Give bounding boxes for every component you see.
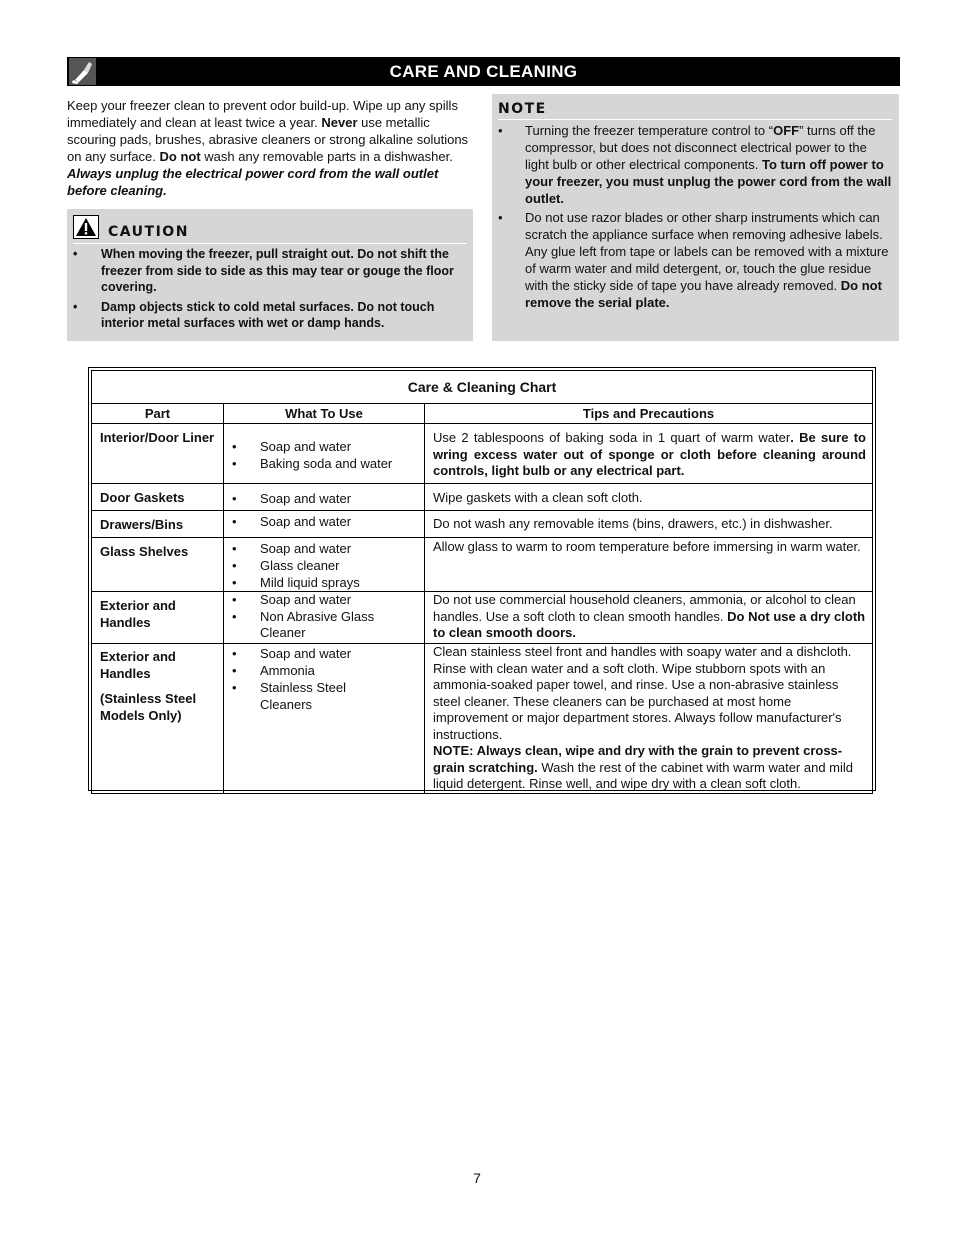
caution-item: • Damp objects stick to cold metal surfaces. Do not touch interior metal surfaces with wet or damp hands. [73, 299, 465, 332]
tips-cell [425, 511, 873, 538]
page-number: 7 [473, 1170, 481, 1186]
tips-emphasis: . Be sure to wring excess water out of sponge or cloth before cleaning around controls, light bulb or any electrical part. [433, 430, 867, 478]
note-emphasis: OFF [773, 123, 800, 138]
intro-warning: Always unplug the electrical power cord from the wall outlet before cleaning. [67, 166, 439, 198]
chart-title: Care & Cleaning Chart [92, 371, 873, 404]
part-label: Exterior and Handles [100, 649, 176, 681]
note-text: ” turns off the compressor, but does not disconnect electrical power to the light bulb or other electrical components. [525, 123, 876, 172]
chart-table [91, 370, 873, 794]
table-row [92, 511, 873, 538]
table-row [92, 538, 873, 592]
part-cell: Drawers/Bins [92, 511, 224, 538]
section-header [67, 57, 900, 86]
intro-text: Keep your freezer clean to prevent odor build-up. Wipe up any spills immediately and clean at least twice a year. [67, 98, 458, 130]
table-row [92, 484, 873, 511]
note-header [498, 98, 892, 120]
table-row [92, 424, 873, 484]
what-to-use-cell [224, 424, 425, 484]
what-to-use-cell [224, 484, 425, 511]
what-to-use-cell [224, 592, 425, 644]
note-item [498, 209, 892, 311]
part-cell: Interior/Door Liner [92, 424, 224, 484]
note-box [492, 94, 899, 341]
caution-item: • When moving the freezer, pull straight out. Do not shift the freezer from side to side as this may tear or gouge the floor covering. [73, 246, 465, 296]
use-item: • Mild liquid sprays [232, 574, 420, 591]
column-header-tips: Tips and Precautions [425, 404, 873, 424]
note-emphasis: Do not remove the serial plate. [525, 278, 882, 310]
use-item: • Soap and water [232, 490, 420, 507]
tips-emphasis: Do Not use a dry cloth to clean smooth doors. [433, 608, 866, 640]
use-item: • Soap and water [232, 540, 420, 557]
part-cell: Glass Shelves [92, 538, 224, 592]
use-item: • Glass cleaner [232, 557, 420, 574]
use-item: • Non Abrasive Glass Cleaner [232, 609, 420, 642]
caution-header [73, 215, 467, 244]
table-row [92, 592, 873, 644]
note-emphasis: To turn off power to your freezer, you must unplug the power cord from the wall outlet. [525, 157, 892, 206]
use-item: • Soap and water [232, 513, 420, 530]
use-item: • Soap and water [232, 438, 420, 455]
tips-cell [425, 644, 873, 794]
tips-cell [425, 484, 873, 511]
tips-text: Clean stainless steel front and handles with soapy water and a dishcloth. Rinse with clean water and a soft cloth. Wipe stubborn spots with an ammonia-soaked paper towel, and rinse. Use a non-abrasive stainless steel cleaner. These cleaners can be purchased at most home improvement or major department stores. Always follow manufacturer's instructions. [433, 644, 852, 742]
column-header-what-to-use: What To Use [224, 404, 425, 424]
chart-header-row [92, 404, 873, 424]
note-item [498, 122, 892, 207]
tips-text: Do not use commercial household cleaners, ammonia, or alcohol to clean handles. Use a soft cloth to clean smooth handles. [433, 592, 856, 624]
intro-emphasis: Do not [159, 149, 201, 164]
use-item: • Ammonia [232, 662, 420, 679]
caution-label: CAUTION [108, 224, 189, 240]
use-item: • Baking soda and water [232, 455, 420, 472]
use-item: • Soap and water [232, 592, 420, 609]
intro-text: wash any removable parts in a dishwasher. [200, 149, 453, 164]
note-list [498, 122, 892, 313]
part-cell: Door Gaskets [92, 484, 224, 511]
caution-box [67, 209, 473, 341]
column-header-part: Part [92, 404, 224, 424]
caution-list [73, 246, 465, 335]
tips-cell [425, 424, 873, 484]
tips-cell [425, 538, 873, 592]
part-cell: Exterior and Handles [92, 592, 224, 644]
tips-emphasis: NOTE: Always clean, wipe and dry with the grain to prevent cross-grain scratching. [433, 743, 843, 775]
section-title: CARE AND CLEANING [389, 62, 578, 81]
what-to-use-cell [224, 511, 425, 538]
use-item: • Stainless Steel Cleaners [232, 679, 420, 713]
tips-text: Allow glass to warm to room temperature before immersing in warm water. [433, 539, 861, 554]
tips-text: Wash the rest of the cabinet with warm water and mild liquid detergent. Rinse well, and wipe dry with a clean soft cloth. [433, 759, 854, 791]
intro-paragraph [67, 97, 479, 199]
intro-text: use metallic scouring pads, brushes, abrasive cleaners or strong alkaline solutions on any surface. [67, 115, 469, 164]
what-to-use-cell [224, 644, 425, 794]
what-to-use-cell [224, 538, 425, 592]
warning-triangle-icon [73, 215, 99, 239]
use-item: • Soap and water [232, 645, 420, 662]
tips-text: Wipe gaskets with a clean soft cloth. [433, 490, 643, 505]
note-label: NOTE [498, 101, 547, 117]
tips-cell [425, 592, 873, 644]
note-text: Turning the freezer temperature control to “ [525, 123, 774, 138]
part-sublabel: (Stainless Steel Models Only) [100, 691, 197, 723]
intro-emphasis: Never [321, 115, 358, 130]
table-row [92, 644, 873, 794]
tips-text: Do not wash any removable items (bins, drawers, etc.) in dishwasher. [433, 516, 833, 531]
care-cleaning-chart [88, 367, 876, 791]
tips-text: Use 2 tablespoons of baking soda in 1 quart of warm water [433, 430, 791, 445]
note-text: Do not use razor blades or other sharp instruments which can scratch the appliance surface when removing adhesive labels. Any glue left from tape or labels can be removed with a mixture of warm water and mild detergent, or, touch the glue residue with the sticky side of tape you have already removed. [525, 210, 889, 293]
part-cell [92, 644, 224, 794]
